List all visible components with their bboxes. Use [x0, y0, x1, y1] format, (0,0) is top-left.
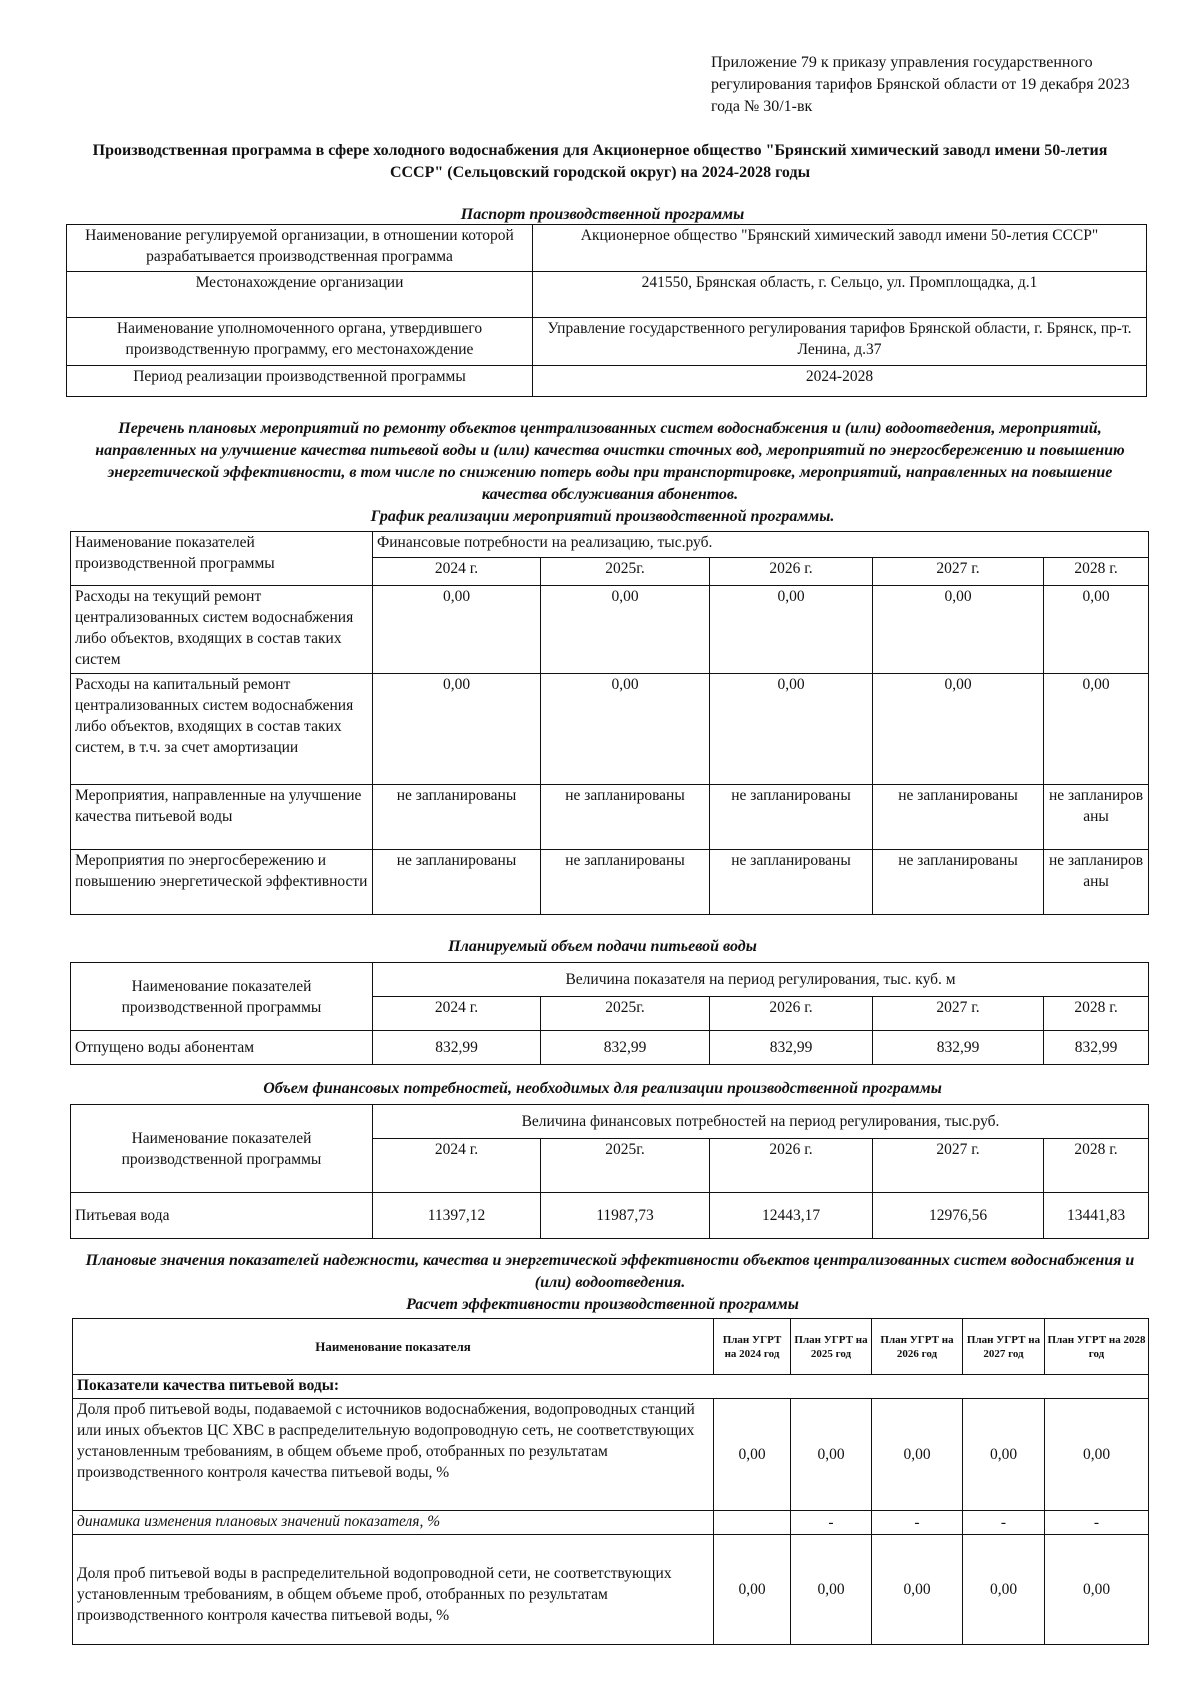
passport-value: Акционерное общество "Брянский химический заводл имени 50-летия СССР": [533, 225, 1147, 272]
year-header: План УГРТ на 2027 год: [963, 1319, 1045, 1375]
row-name: Отпущено воды абонентам: [71, 1031, 373, 1065]
table-row: [73, 1319, 1149, 1375]
cell-value: 0,00: [1044, 674, 1149, 785]
cell-value: 0,00: [1045, 1535, 1149, 1645]
cell-value: не запланированы: [373, 850, 541, 915]
header-indicator-name: Наименование показателей производственной программы: [71, 1105, 373, 1193]
row-name: Расходы на текущий ремонт централизованных систем водоснабжения либо объектов, входящих в состав таких систем: [71, 586, 373, 674]
table-row: [67, 366, 1147, 397]
passport-caption: Паспорт производственной программы: [460, 206, 745, 223]
passport-label: Местонахождение организации: [67, 272, 533, 318]
cell-value: 0,00: [873, 674, 1044, 785]
table-row: [71, 1031, 1149, 1065]
table-row: [67, 318, 1147, 366]
cell-value: не запланированы: [1044, 850, 1149, 915]
measures-caption: Перечень плановых мероприятий по ремонту объектов централизованных систем водоснабжения и (или) водоотведения, мероприятий, направленных на улучшение качества питьевой воды и (или) качества очистки сточных вод, мероприятий по энергосбережению и повышению энергетической эффективности, в том числе по снижению потерь воды при транспортировке, мероприятий, направленных на повышение качества обслуживания абонентов.: [95, 420, 1125, 503]
year-header: 2028 г.: [1044, 1139, 1149, 1193]
year-header: 2027 г.: [873, 558, 1044, 586]
year-header: 2027 г.: [873, 997, 1044, 1031]
passport-label: Период реализации производственной программы: [67, 366, 533, 397]
cell-value: -: [963, 1511, 1045, 1535]
cell-value: 0,00: [791, 1535, 872, 1645]
table-row: [71, 1105, 1149, 1139]
cell-value: 12443,17: [710, 1193, 873, 1239]
program-title: Производственная программа в сфере холодного водоснабжения для Акционерное общество "Брянский химический заводл имени 50-летия СССР" (Сельцовский городской округ) на 2024-2028 годы: [92, 142, 1108, 181]
row-name: Питьевая вода: [71, 1193, 373, 1239]
table-row: [71, 1193, 1149, 1239]
finance-table: [70, 1104, 1149, 1239]
table-row: [71, 586, 1149, 674]
year-header: 2027 г.: [873, 1139, 1044, 1193]
measures-table: [70, 531, 1149, 915]
table-row: [71, 674, 1149, 785]
table-row: [71, 850, 1149, 915]
year-header: 2024 г.: [373, 1139, 541, 1193]
cell-value: не запланированы: [873, 850, 1044, 915]
indicators-caption: Плановые значения показателей надежности, качества и энергетической эффективности объектов централизованных систем водоснабжения и (или) водоотведения.: [85, 1252, 1135, 1291]
indicators-table: [72, 1318, 1149, 1645]
cell-value: 0,00: [873, 586, 1044, 674]
cell-value: не запланированы: [710, 850, 873, 915]
year-header: План УГРТ на 2026 год: [872, 1319, 963, 1375]
cell-value: 0,00: [373, 586, 541, 674]
cell-value: [714, 1511, 791, 1535]
measures-subcaption: График реализации мероприятий производственной программы.: [370, 508, 835, 525]
year-header: 2025г.: [541, 1139, 710, 1193]
passport-table: [66, 224, 1147, 397]
year-header: План УГРТ на 2025 год: [791, 1319, 872, 1375]
cell-value: 0,00: [541, 674, 710, 785]
row-name: Мероприятия, направленные на улучшение качества питьевой воды: [71, 785, 373, 850]
year-header: 2024 г.: [373, 997, 541, 1031]
header-indicator-name: Наименование показателя: [73, 1319, 714, 1375]
table-row: [67, 272, 1147, 318]
row-name: Доля проб питьевой воды в распределительной водопроводной сети, не соответствующих установленным требованиям, в общем объеме проб, отобранных по результатам производственного контроля качества питьевой воды, %: [73, 1535, 714, 1645]
appendix-note: Приложение 79 к приказу управления государственного регулирования тарифов Брянской области от 19 декабря 2023 года № 30/1-вк: [711, 54, 1130, 115]
year-header: 2026 г.: [710, 558, 873, 586]
year-header: 2028 г.: [1044, 997, 1149, 1031]
cell-value: -: [791, 1511, 872, 1535]
year-header: План УГРТ на 2028 год: [1045, 1319, 1149, 1375]
cell-value: 0,00: [872, 1535, 963, 1645]
header-indicator-name: Наименование показателей производственной программы: [71, 963, 373, 1031]
cell-value: 832,99: [1044, 1031, 1149, 1065]
header-financial-needs: Финансовые потребности на реализацию, тыс.руб.: [373, 532, 1149, 558]
passport-value: 2024-2028: [533, 366, 1147, 397]
volume-caption: Планируемый объем подачи питьевой воды: [448, 938, 757, 955]
volume-table: [70, 962, 1149, 1065]
year-header: 2025г.: [541, 558, 710, 586]
cell-value: -: [1045, 1511, 1149, 1535]
header-volume-value: Величина показателя на период регулирования, тыс. куб. м: [373, 963, 1149, 997]
cell-value: 0,00: [714, 1535, 791, 1645]
passport-label: Наименование регулируемой организации, в отношении которой разрабатывается производственная программа: [67, 225, 533, 272]
section-heading: Показатели качества питьевой воды:: [73, 1375, 1149, 1399]
cell-value: 0,00: [872, 1399, 963, 1511]
cell-value: 832,99: [873, 1031, 1044, 1065]
cell-value: не запланированы: [541, 850, 710, 915]
table-row: [73, 1511, 1149, 1535]
cell-value: 0,00: [791, 1399, 872, 1511]
table-row: [71, 785, 1149, 850]
cell-value: не запланированы: [1044, 785, 1149, 850]
row-name: динамика изменения плановых значений показателя, %: [73, 1511, 714, 1535]
table-row: [71, 532, 1149, 558]
row-name: Расходы на капитальный ремонт централизованных систем водоснабжения либо объектов, входящих в состав таких систем, в т.ч. за счет амортизации: [71, 674, 373, 785]
passport-label: Наименование уполномоченного органа, утвердившего производственную программу, его местонахождение: [67, 318, 533, 366]
passport-value: 241550, Брянская область, г. Сельцо, ул. Промплощадка, д.1: [533, 272, 1147, 318]
cell-value: 0,00: [963, 1399, 1045, 1511]
cell-value: 0,00: [1045, 1399, 1149, 1511]
cell-value: 0,00: [541, 586, 710, 674]
table-row: [73, 1535, 1149, 1645]
cell-value: 0,00: [1044, 586, 1149, 674]
cell-value: 832,99: [541, 1031, 710, 1065]
cell-value: не запланированы: [373, 785, 541, 850]
year-header: 2028 г.: [1044, 558, 1149, 586]
row-name: Доля проб питьевой воды, подаваемой с источников водоснабжения, водопроводных станций или иных объектов ЦС ХВС в распределительную водопроводную сеть, не соответствующих установленным требованиям, в общем объеме проб, отобранных по результатам производственного контроля качества питьевой воды, %: [73, 1399, 714, 1511]
cell-value: 11987,73: [541, 1193, 710, 1239]
cell-value: -: [872, 1511, 963, 1535]
cell-value: 832,99: [373, 1031, 541, 1065]
cell-value: не запланированы: [541, 785, 710, 850]
year-header: 2026 г.: [710, 1139, 873, 1193]
year-header: 2025г.: [541, 997, 710, 1031]
cell-value: 12976,56: [873, 1193, 1044, 1239]
table-row: [67, 225, 1147, 272]
passport-value: Управление государственного регулирования тарифов Брянской области, г. Брянск, пр-т. Ленина, д.37: [533, 318, 1147, 366]
cell-value: 0,00: [710, 586, 873, 674]
year-header: 2026 г.: [710, 997, 873, 1031]
cell-value: 0,00: [714, 1399, 791, 1511]
row-name: Мероприятия по энергосбережению и повышению энергетической эффективности: [71, 850, 373, 915]
table-row: [73, 1399, 1149, 1511]
indicators-subcaption: Расчет эффективности производственной программы: [406, 1296, 799, 1313]
cell-value: 832,99: [710, 1031, 873, 1065]
table-row: [71, 963, 1149, 997]
header-indicator-name: Наименование показателей производственной программы: [71, 532, 373, 586]
cell-value: 13441,83: [1044, 1193, 1149, 1239]
cell-value: не запланированы: [873, 785, 1044, 850]
header-finance-value: Величина финансовых потребностей на период регулирования, тыс.руб.: [373, 1105, 1149, 1139]
cell-value: не запланированы: [710, 785, 873, 850]
cell-value: 11397,12: [373, 1193, 541, 1239]
cell-value: 0,00: [373, 674, 541, 785]
year-header: План УГРТ на 2024 год: [714, 1319, 791, 1375]
cell-value: 0,00: [963, 1535, 1045, 1645]
table-row: [73, 1375, 1149, 1399]
year-header: 2024 г.: [373, 558, 541, 586]
cell-value: 0,00: [710, 674, 873, 785]
finance-caption: Объем финансовых потребностей, необходимых для реализации производственной программы: [263, 1080, 942, 1097]
